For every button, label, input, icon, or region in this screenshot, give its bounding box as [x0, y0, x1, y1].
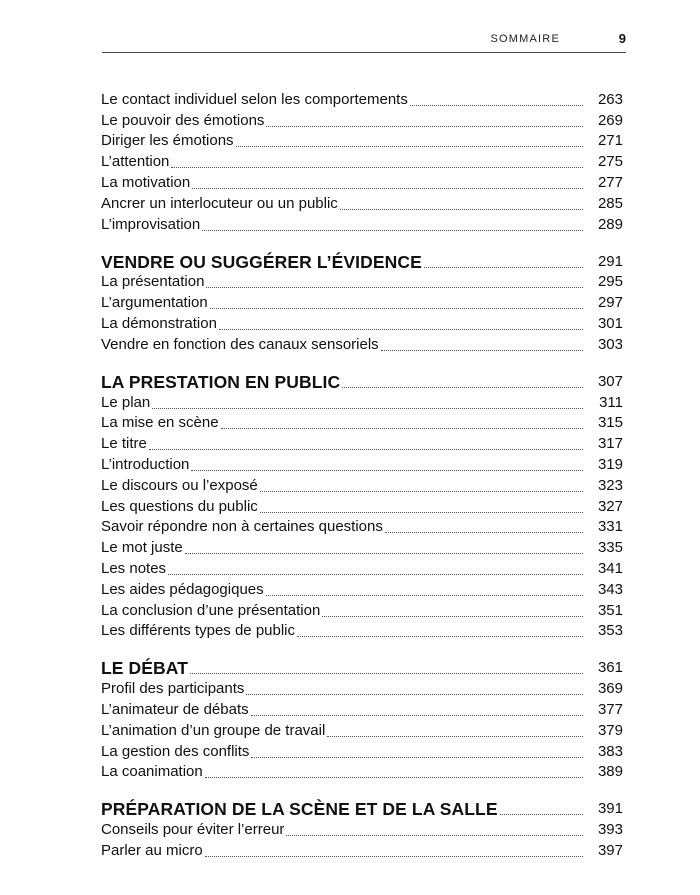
toc-page-number: 275 — [597, 153, 623, 171]
toc-entry-label: La présentation — [101, 273, 205, 291]
toc-entry-label: L’improvisation — [101, 215, 201, 233]
dot-leader — [149, 449, 583, 450]
dot-leader — [266, 126, 583, 127]
dot-leader — [168, 574, 583, 575]
toc-entry[interactable] — [101, 151, 623, 172]
dot-leader — [286, 835, 583, 836]
toc-entry-label: Le mot juste — [101, 539, 183, 557]
toc-page-number: 335 — [597, 539, 623, 557]
toc-page-number: 323 — [597, 476, 623, 494]
toc-entry-label: Le titre — [101, 435, 147, 453]
toc-page-number: 377 — [597, 700, 623, 718]
toc-entry-label: L’animateur de débats — [101, 700, 249, 718]
toc-page-number: 327 — [597, 497, 623, 515]
toc-page-number: 297 — [597, 294, 623, 312]
dot-leader — [260, 491, 583, 492]
header-section-title: SOMMAIRE — [490, 33, 560, 45]
toc-page-number: 317 — [597, 435, 623, 453]
toc-entry-label: Vendre en fonction des canaux sensoriels — [101, 335, 379, 353]
dot-leader — [500, 814, 583, 815]
toc-entry-label: Le discours ou l’exposé — [101, 476, 258, 494]
toc-section-heading[interactable] — [101, 795, 623, 819]
toc-entry[interactable] — [101, 840, 623, 861]
toc-entry-label: L’argumentation — [101, 294, 208, 312]
toc-heading-label: LE DÉBAT — [101, 658, 189, 679]
toc-entry-label: La conclusion d’une présentation — [101, 601, 321, 619]
toc-entry[interactable] — [101, 579, 623, 600]
dot-leader — [219, 329, 583, 330]
toc-entry[interactable] — [101, 454, 623, 475]
toc-page-number: 277 — [597, 173, 623, 191]
toc-page-number: 331 — [597, 518, 623, 536]
header-page-number: 9 — [618, 31, 626, 46]
dot-leader — [246, 694, 583, 695]
toc-entry[interactable] — [101, 537, 623, 558]
dot-leader — [205, 856, 583, 857]
toc-entry-label: Les questions du public — [101, 497, 258, 515]
toc-heading-label: VENDRE OU SUGGÉRER L’ÉVIDENCE — [101, 251, 422, 272]
toc-entry-label: Ancrer un interlocuteur ou un public — [101, 194, 338, 212]
toc-entry[interactable] — [101, 172, 623, 193]
toc-entry[interactable] — [101, 741, 623, 762]
toc-page-number: 269 — [597, 111, 623, 129]
toc-entry[interactable] — [101, 214, 623, 235]
toc-entry-label: Le contact individuel selon les comportements — [101, 90, 408, 108]
dot-leader — [185, 553, 583, 554]
dot-leader — [322, 616, 583, 617]
dot-leader — [221, 428, 583, 429]
toc-page-number: 295 — [597, 273, 623, 291]
toc-entry-label: Profil des participants — [101, 680, 245, 698]
dot-leader — [342, 387, 583, 388]
toc-entry[interactable] — [101, 334, 623, 355]
toc-page-number: 389 — [597, 763, 623, 781]
toc-entry[interactable] — [101, 678, 623, 699]
table-of-contents — [101, 89, 623, 861]
section-gap — [101, 235, 623, 248]
toc-entry[interactable] — [101, 110, 623, 131]
dot-leader — [385, 532, 583, 533]
toc-entry-label: L’introduction — [101, 455, 190, 473]
toc-entry-label: Conseils pour éviter l’erreur — [101, 821, 285, 839]
dot-leader — [171, 167, 583, 168]
dot-leader — [297, 636, 583, 637]
dot-leader — [381, 350, 583, 351]
section-gap — [101, 355, 623, 368]
toc-entry[interactable] — [101, 558, 623, 579]
dot-leader — [192, 188, 583, 189]
toc-entry[interactable] — [101, 392, 623, 413]
toc-entry[interactable] — [101, 496, 623, 517]
toc-page-number: 285 — [597, 194, 623, 212]
toc-entry[interactable] — [101, 89, 623, 110]
toc-page-number: 351 — [597, 601, 623, 619]
toc-page-number: 341 — [597, 559, 623, 577]
toc-entry[interactable] — [101, 720, 623, 741]
toc-entry-label: Diriger les émotions — [101, 132, 234, 150]
dot-leader — [191, 470, 583, 471]
toc-page-number: 289 — [597, 215, 623, 233]
dot-leader — [152, 408, 583, 409]
toc-page-number: 307 — [597, 372, 623, 390]
toc-page-number: 263 — [597, 90, 623, 108]
toc-page-number: 319 — [597, 455, 623, 473]
toc-entry-label: Les différents types de public — [101, 622, 296, 640]
dot-leader — [424, 267, 583, 268]
toc-entry[interactable] — [101, 413, 623, 434]
toc-entry[interactable] — [101, 517, 623, 538]
toc-entry-label: Les notes — [101, 559, 167, 577]
toc-entry[interactable] — [101, 131, 623, 152]
toc-page-number: 369 — [597, 680, 623, 698]
dot-leader — [206, 287, 583, 288]
toc-entry-label: La démonstration — [101, 314, 217, 332]
dot-leader — [236, 146, 583, 147]
dot-leader — [340, 209, 583, 210]
toc-entry[interactable] — [101, 762, 623, 783]
toc-entry[interactable] — [101, 699, 623, 720]
toc-entry-label: Parler au micro — [101, 841, 203, 859]
toc-entry[interactable] — [101, 475, 623, 496]
dot-leader — [327, 736, 583, 737]
toc-entry-label: Le pouvoir des émotions — [101, 111, 265, 129]
toc-page-number: 301 — [597, 314, 623, 332]
toc-entry[interactable] — [101, 600, 623, 621]
dot-leader — [202, 230, 583, 231]
toc-entry-label: La mise en scène — [101, 414, 219, 432]
toc-entry-label: Savoir répondre non à certaines questions — [101, 518, 383, 536]
toc-entry[interactable] — [101, 313, 623, 334]
toc-entry-label: La motivation — [101, 173, 191, 191]
toc-page-number: 343 — [597, 580, 623, 598]
dot-leader — [205, 777, 583, 778]
dot-leader — [251, 757, 583, 758]
toc-page-number: 271 — [597, 132, 623, 150]
toc-heading-label: PRÉPARATION DE LA SCÈNE ET DE LA SALLE — [101, 799, 498, 820]
section-gap — [101, 782, 623, 795]
toc-page-number: 303 — [597, 335, 623, 353]
toc-entry-label: Le plan — [101, 393, 151, 411]
toc-entry[interactable] — [101, 621, 623, 642]
toc-page-number: 311 — [599, 393, 623, 411]
toc-section-heading[interactable] — [101, 368, 623, 392]
toc-page-number: 391 — [597, 800, 623, 818]
dot-leader — [260, 512, 583, 513]
toc-entry-label: L’attention — [101, 153, 170, 171]
toc-page-number: 393 — [597, 821, 623, 839]
toc-entry-label: La coanimation — [101, 763, 203, 781]
toc-section-heading[interactable] — [101, 654, 623, 678]
toc-page-number: 353 — [597, 622, 623, 640]
toc-page-number: 315 — [597, 414, 623, 432]
dot-leader — [410, 105, 583, 106]
running-header — [102, 30, 626, 53]
toc-section-heading[interactable] — [101, 248, 623, 272]
section-gap — [101, 641, 623, 654]
toc-page-number: 361 — [597, 659, 623, 677]
toc-entry[interactable] — [101, 433, 623, 454]
toc-page-number: 397 — [597, 841, 623, 859]
dot-leader — [210, 308, 583, 309]
dot-leader — [190, 673, 583, 674]
toc-entry[interactable] — [101, 292, 623, 313]
toc-entry-label: La gestion des conflits — [101, 742, 250, 760]
toc-entry[interactable] — [101, 819, 623, 840]
dot-leader — [251, 715, 583, 716]
toc-page-number: 291 — [597, 252, 623, 270]
toc-entry[interactable] — [101, 193, 623, 214]
toc-heading-label: LA PRESTATION EN PUBLIC — [101, 371, 341, 392]
toc-entry-label: L’animation d’un groupe de travail — [101, 721, 326, 739]
toc-page-number: 383 — [597, 742, 623, 760]
dot-leader — [266, 595, 583, 596]
toc-entry-label: Les aides pédagogiques — [101, 580, 264, 598]
toc-page-number: 379 — [597, 721, 623, 739]
toc-entry[interactable] — [101, 272, 623, 293]
